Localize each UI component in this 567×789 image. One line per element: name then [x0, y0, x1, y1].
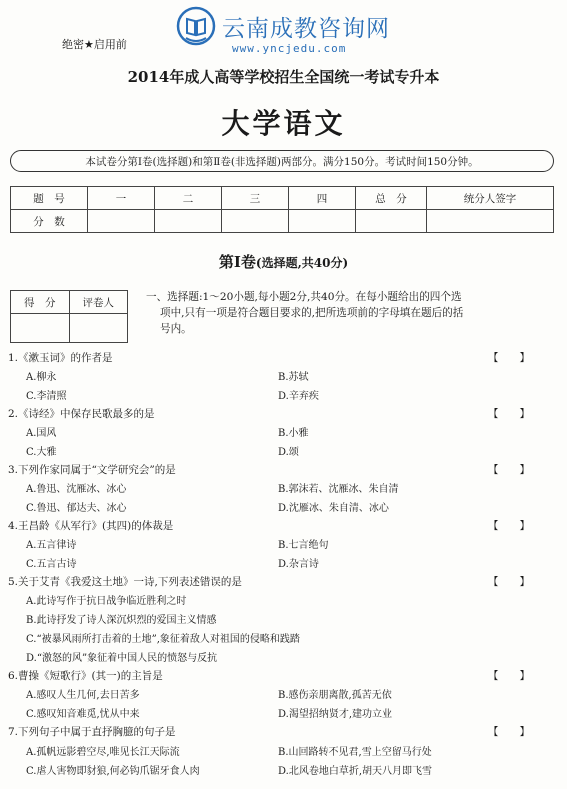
- score-cell: [356, 210, 427, 233]
- exam-notice: 本试卷分第Ⅰ卷(选择题)和第Ⅱ卷(非选择题)两部分。满分150分。考试时间150分钟。: [10, 150, 554, 172]
- option-c: C.五言古诗: [26, 559, 77, 570]
- grader-reviewer-cell: [69, 314, 128, 343]
- book-logo-icon: [176, 6, 216, 46]
- option-b: B.七言绝句: [278, 540, 329, 551]
- option-d: D.渴望招纳贤才,建功立业: [278, 709, 393, 720]
- option-d: D.辛弃疾: [278, 391, 319, 402]
- score-table-header: 三: [222, 187, 289, 210]
- instruction-line: 一、选择题:1～20小题,每小题2分,共40分。在每小题给出的四个选: [146, 291, 462, 303]
- option-b: B.此诗抒发了诗人深沉炽烈的爱国主义情感: [26, 615, 217, 626]
- instruction-line: 项中,只有一项是符合题目要求的,把所选项前的字母填在题后的括: [160, 307, 464, 319]
- answer-bracket: 【 】: [488, 726, 530, 738]
- option-a: A.柳永: [26, 372, 57, 383]
- option-d: D.颂: [278, 447, 299, 458]
- volume-title: [0, 251, 567, 272]
- option-c: C.李清照: [26, 391, 67, 402]
- grader-score-label: 得 分: [11, 291, 70, 314]
- score-cell: [289, 210, 356, 233]
- option-b: B.郭沫若、沈雁冰、朱自清: [278, 484, 399, 495]
- grader-score-cell: [11, 314, 70, 343]
- score-table-header: 二: [155, 187, 222, 210]
- option-a: A.孤帆远影碧空尽,唯见长江天际流: [26, 747, 180, 758]
- question-stem: 4.王昌龄《从军行》(其四)的体裁是: [8, 520, 174, 532]
- instruction-line: 号内。: [160, 323, 192, 335]
- option-b: B.山回路转不见君,雪上空留马行处: [278, 747, 432, 758]
- option-b: B.苏轼: [278, 372, 309, 383]
- option-d: D.沈雁冰、朱自清、冰心: [278, 503, 389, 514]
- question-stem: 1.《漱玉词》的作者是: [8, 352, 113, 364]
- question-stem: 3.下列作家同属于“文学研究会”的是: [8, 464, 176, 476]
- option-c: C.感叹知音难觅,忧从中来: [26, 709, 140, 720]
- option-d: D.杂言诗: [278, 559, 319, 570]
- option-a: A.国风: [26, 428, 57, 439]
- score-table: [10, 186, 554, 233]
- answer-bracket: 【 】: [488, 464, 530, 476]
- grader-reviewer-label: 评卷人: [69, 291, 128, 314]
- question-stem: 7.下列句子中属于直抒胸臆的句子是: [8, 726, 176, 738]
- grader-table: [10, 290, 128, 343]
- option-a: A.五言律诗: [26, 540, 77, 551]
- question-stem: 2.《诗经》中保存民歌最多的是: [8, 408, 155, 420]
- score-table-row-label: 分 数: [11, 210, 88, 233]
- answer-bracket: 【 】: [488, 352, 530, 364]
- score-cell: [222, 210, 289, 233]
- option-a: A.鲁迅、沈雁冰、冰心: [26, 484, 127, 495]
- question-stem: 6.曹操《短歌行》(其一)的主旨是: [8, 670, 163, 682]
- score-table-header: 总 分: [356, 187, 427, 210]
- volume-title-sub: (选择题,共40分): [255, 256, 349, 270]
- option-c: C.“被暴风雨所打击着的土地”,象征着敌人对祖国的侵略和践踏: [26, 634, 300, 645]
- answer-bracket: 【 】: [488, 408, 530, 420]
- option-a: A.感叹人生几何,去日苦多: [26, 690, 140, 701]
- subject-title: 大学语文: [221, 107, 346, 140]
- volume-title-main: 第Ⅰ卷: [218, 253, 256, 271]
- site-name: 云南成教咨询网: [222, 16, 390, 42]
- score-table-header: 四: [289, 187, 356, 210]
- option-a: A.此诗写作于抗日战争临近胜利之时: [26, 596, 187, 607]
- site-url: www.yncjedu.com: [232, 42, 347, 55]
- score-cell: [427, 210, 554, 233]
- option-c: C.鲁迅、郁达夫、冰心: [26, 503, 127, 514]
- option-c: C.大雅: [26, 447, 57, 458]
- score-table-header: 题 号: [11, 187, 88, 210]
- score-table-header: 统分人签字: [427, 187, 554, 210]
- score-cell: [155, 210, 222, 233]
- answer-bracket: 【 】: [488, 520, 530, 532]
- option-b: B.感伤亲朋离散,孤苦无依: [278, 690, 392, 701]
- option-d: D.北风卷地白草折,胡天八月即飞雪: [278, 766, 433, 777]
- exam-title: 2014年成人高等学校招生全国统一考试专升本: [127, 68, 440, 86]
- answer-bracket: 【 】: [488, 670, 530, 682]
- option-b: B.小雅: [278, 428, 309, 439]
- question-stem: 5.关于艾青《我爱这土地》一诗,下列表述错误的是: [8, 576, 242, 588]
- option-c: C.虐人害物即豺狼,何必钩爪锯牙食人肉: [26, 766, 200, 777]
- option-d: D.“激怒的风”象征着中国人民的愤怒与反抗: [26, 653, 218, 664]
- score-cell: [88, 210, 155, 233]
- score-table-header: 一: [88, 187, 155, 210]
- section-instructions: [146, 289, 556, 337]
- answer-bracket: 【 】: [488, 576, 530, 588]
- confidential-label: 绝密★启用前: [62, 38, 127, 51]
